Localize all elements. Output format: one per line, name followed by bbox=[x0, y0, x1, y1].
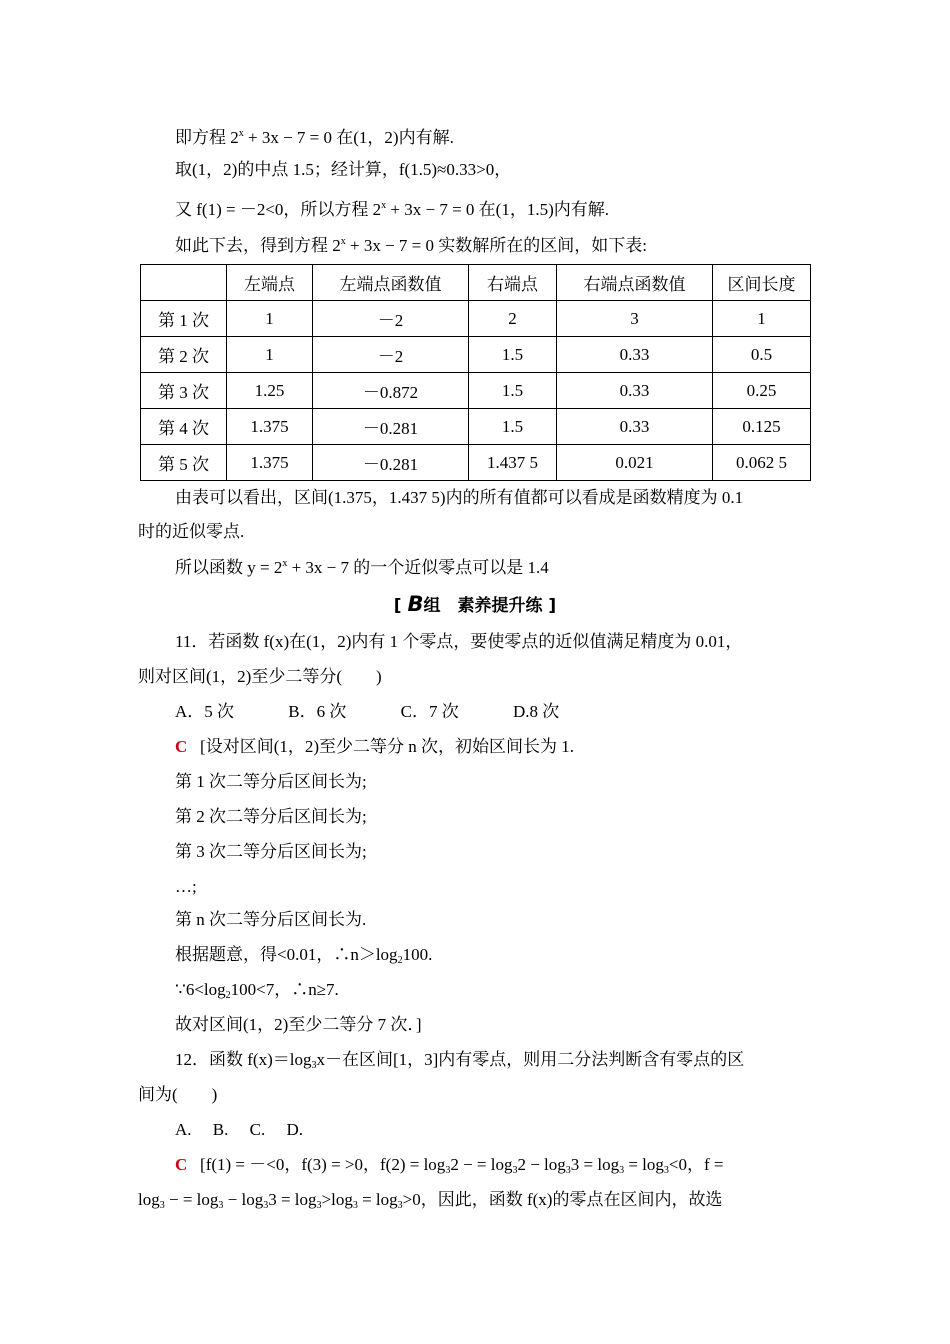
section-letter: B bbox=[407, 592, 424, 616]
table-cell: －0.872 bbox=[313, 373, 469, 409]
text: 12．函数 f(x)＝log bbox=[175, 1050, 312, 1069]
text-line-5: 由表可以看出，区间(1.375，1.437 5)内的所有值都可以看成是函数精度为 0.1 bbox=[175, 488, 744, 507]
q12-answer-line-2 bbox=[138, 1188, 722, 1218]
table-cell: －0.281 bbox=[313, 445, 469, 481]
subscript: 2 bbox=[397, 955, 403, 966]
text: 即方程 2 bbox=[175, 128, 239, 147]
text-line-2: 取(1，2)的中点 1.5；经计算，f(1.5)≈0.33>0， bbox=[175, 160, 512, 179]
superscript: x bbox=[282, 558, 288, 569]
subscript: 3 bbox=[663, 1165, 669, 1176]
table-row bbox=[141, 337, 811, 373]
table-header: 左端点函数值 bbox=[313, 265, 469, 301]
q11-step: 第 n 次二等分后区间长为. bbox=[175, 910, 367, 929]
text: + 3x − 7 = 0 在(1，1.5)内有解. bbox=[386, 200, 610, 219]
table-cell: 0.062 5 bbox=[713, 445, 811, 481]
answer-text: [设对区间(1，2)至少二等分 n 次，初始区间长为 1. bbox=[200, 737, 575, 756]
q11-step: 故对区间(1，2)至少二等分 7 次．] bbox=[175, 1015, 422, 1034]
text: + 3x − 7 = 0 实数解所在的区间，如下表: bbox=[345, 236, 647, 255]
option-a: A. bbox=[175, 1120, 192, 1139]
table-cell: 0.33 bbox=[557, 409, 713, 445]
subscript: 3 bbox=[445, 1165, 451, 1176]
text: + 3x − 7 = 0 在(1，2)内有解. bbox=[243, 128, 454, 147]
table-cell: 0.33 bbox=[557, 337, 713, 373]
bracket: [ bbox=[393, 596, 402, 616]
table-cell: 1.25 bbox=[227, 373, 313, 409]
superscript: x bbox=[381, 200, 387, 211]
table-cell: 第 1 次 bbox=[141, 301, 227, 337]
q11-options bbox=[175, 700, 559, 724]
table-header: 右端点 bbox=[469, 265, 557, 301]
text: = log bbox=[357, 1190, 398, 1209]
text: 所以函数 y = 2 bbox=[175, 558, 283, 577]
table-cell: 2 bbox=[469, 301, 557, 337]
text: 2 − log bbox=[517, 1155, 566, 1174]
table-cell: 第 2 次 bbox=[141, 337, 227, 373]
table-cell: 0.33 bbox=[557, 373, 713, 409]
option-d: D. bbox=[286, 1120, 303, 1139]
option-b: B．6 次 bbox=[288, 702, 347, 721]
text: 3 = log bbox=[268, 1190, 317, 1209]
subscript: 3 bbox=[311, 1060, 317, 1071]
subscript: 3 bbox=[397, 1200, 403, 1211]
q12-line-2: 间为( ) bbox=[138, 1085, 218, 1104]
answer-letter: C bbox=[175, 1155, 188, 1174]
text: log bbox=[138, 1190, 160, 1209]
q11-step bbox=[175, 978, 339, 1008]
table-cell: 第 3 次 bbox=[141, 373, 227, 409]
option-b: B. bbox=[212, 1120, 229, 1139]
text: − = log bbox=[164, 1190, 219, 1209]
subscript: 2 bbox=[225, 990, 231, 1001]
text-line-1 bbox=[175, 122, 454, 150]
table-cell: 0.25 bbox=[713, 373, 811, 409]
text: [f(1) = －<0，f(3) = >0，f(2) = log bbox=[200, 1155, 446, 1174]
q11-answer bbox=[175, 735, 574, 759]
answer-letter: C bbox=[175, 737, 188, 756]
q11-line-2: 则对区间(1，2)至少二等分( ) bbox=[138, 667, 382, 686]
text-line-7 bbox=[175, 552, 549, 580]
text: >0，因此，函数 f(x)的零点在区间内，故选 bbox=[402, 1190, 723, 1209]
table-cell: 1.5 bbox=[469, 373, 557, 409]
table-cell: 1.375 bbox=[227, 445, 313, 481]
option-a: A．5 次 bbox=[175, 702, 235, 721]
table-row bbox=[141, 409, 811, 445]
q11-step: 第 2 次二等分后区间长为; bbox=[175, 807, 367, 826]
subscript: 3 bbox=[159, 1200, 165, 1211]
table-row bbox=[141, 301, 811, 337]
table-cell: －2 bbox=[313, 301, 469, 337]
superscript: x bbox=[238, 128, 244, 139]
table-cell: 1.437 5 bbox=[469, 445, 557, 481]
subscript: 3 bbox=[263, 1200, 269, 1211]
subscript: 3 bbox=[352, 1200, 358, 1211]
text: = log bbox=[624, 1155, 664, 1174]
q11-line-1: 11．若函数 f(x)在(1，2)内有 1 个零点，要使零点的近似值满足精度为 0.01， bbox=[175, 632, 743, 651]
table-header: 右端点函数值 bbox=[557, 265, 713, 301]
table-cell: 第 5 次 bbox=[141, 445, 227, 481]
table-cell: 1.5 bbox=[469, 337, 557, 373]
q12-line-1 bbox=[175, 1048, 744, 1078]
text: x－在区间[1，3]内有零点，则用二分法判断含有零点的区 bbox=[316, 1050, 745, 1069]
table-cell: －0.281 bbox=[313, 409, 469, 445]
table-cell: 1.5 bbox=[469, 409, 557, 445]
bracket: ] bbox=[548, 596, 557, 616]
table-header-row bbox=[141, 265, 811, 301]
text: 2 − = log bbox=[450, 1155, 513, 1174]
subscript: 3 bbox=[316, 1200, 322, 1211]
q11-step: 第 3 次二等分后区间长为; bbox=[175, 842, 367, 861]
table-cell: 第 4 次 bbox=[141, 409, 227, 445]
table-cell: 1 bbox=[227, 301, 313, 337]
table-row bbox=[141, 445, 811, 481]
table-cell: 3 bbox=[557, 301, 713, 337]
text: 又 f(1) = －2<0，所以方程 2 bbox=[175, 200, 382, 219]
text-line-4 bbox=[175, 230, 647, 258]
table-cell: 0.125 bbox=[713, 409, 811, 445]
text: <0，f = bbox=[668, 1155, 724, 1174]
text: 100<7，∴n≥7. bbox=[230, 980, 339, 999]
q12-options bbox=[175, 1118, 303, 1142]
q11-step: …; bbox=[175, 877, 197, 896]
q11-step: 第 1 次二等分后区间长为; bbox=[175, 772, 367, 791]
subscript: 3 bbox=[565, 1165, 571, 1176]
text-line-6: 时的近似零点. bbox=[138, 522, 245, 541]
text-line-3 bbox=[175, 194, 609, 222]
table-row bbox=[141, 373, 811, 409]
section-heading bbox=[0, 591, 950, 616]
table-cell: 0.5 bbox=[713, 337, 811, 373]
text: 3 = log bbox=[570, 1155, 620, 1174]
table-cell: 0.021 bbox=[557, 445, 713, 481]
text: 根据题意，得<0.01，∴n＞log bbox=[175, 945, 398, 964]
table-cell: 1.375 bbox=[227, 409, 313, 445]
subscript: 3 bbox=[218, 1200, 224, 1211]
subscript: 3 bbox=[619, 1165, 625, 1176]
table-cell: 1 bbox=[227, 337, 313, 373]
section-title: 组 素养提升练 bbox=[423, 596, 543, 616]
q12-answer-line-1 bbox=[175, 1153, 724, 1183]
text: + 3x − 7 的一个近似零点可以是 1.4 bbox=[287, 558, 549, 577]
q11-step bbox=[175, 943, 432, 973]
text: 如此下去，得到方程 2 bbox=[175, 236, 341, 255]
text: − log bbox=[223, 1190, 264, 1209]
text: ∵6<log bbox=[175, 980, 226, 999]
table-cell: －2 bbox=[313, 337, 469, 373]
table-cell: 1 bbox=[713, 301, 811, 337]
table-header: 左端点 bbox=[227, 265, 313, 301]
superscript: x bbox=[340, 236, 346, 247]
text: 100. bbox=[402, 945, 433, 964]
table-header bbox=[141, 265, 227, 301]
option-d: D.8 次 bbox=[512, 702, 560, 721]
table-header: 区间长度 bbox=[713, 265, 811, 301]
text: >log bbox=[321, 1190, 353, 1209]
option-c: C. bbox=[249, 1120, 266, 1139]
bisection-table bbox=[140, 264, 811, 481]
option-c: C．7 次 bbox=[400, 702, 459, 721]
subscript: 3 bbox=[512, 1165, 518, 1176]
